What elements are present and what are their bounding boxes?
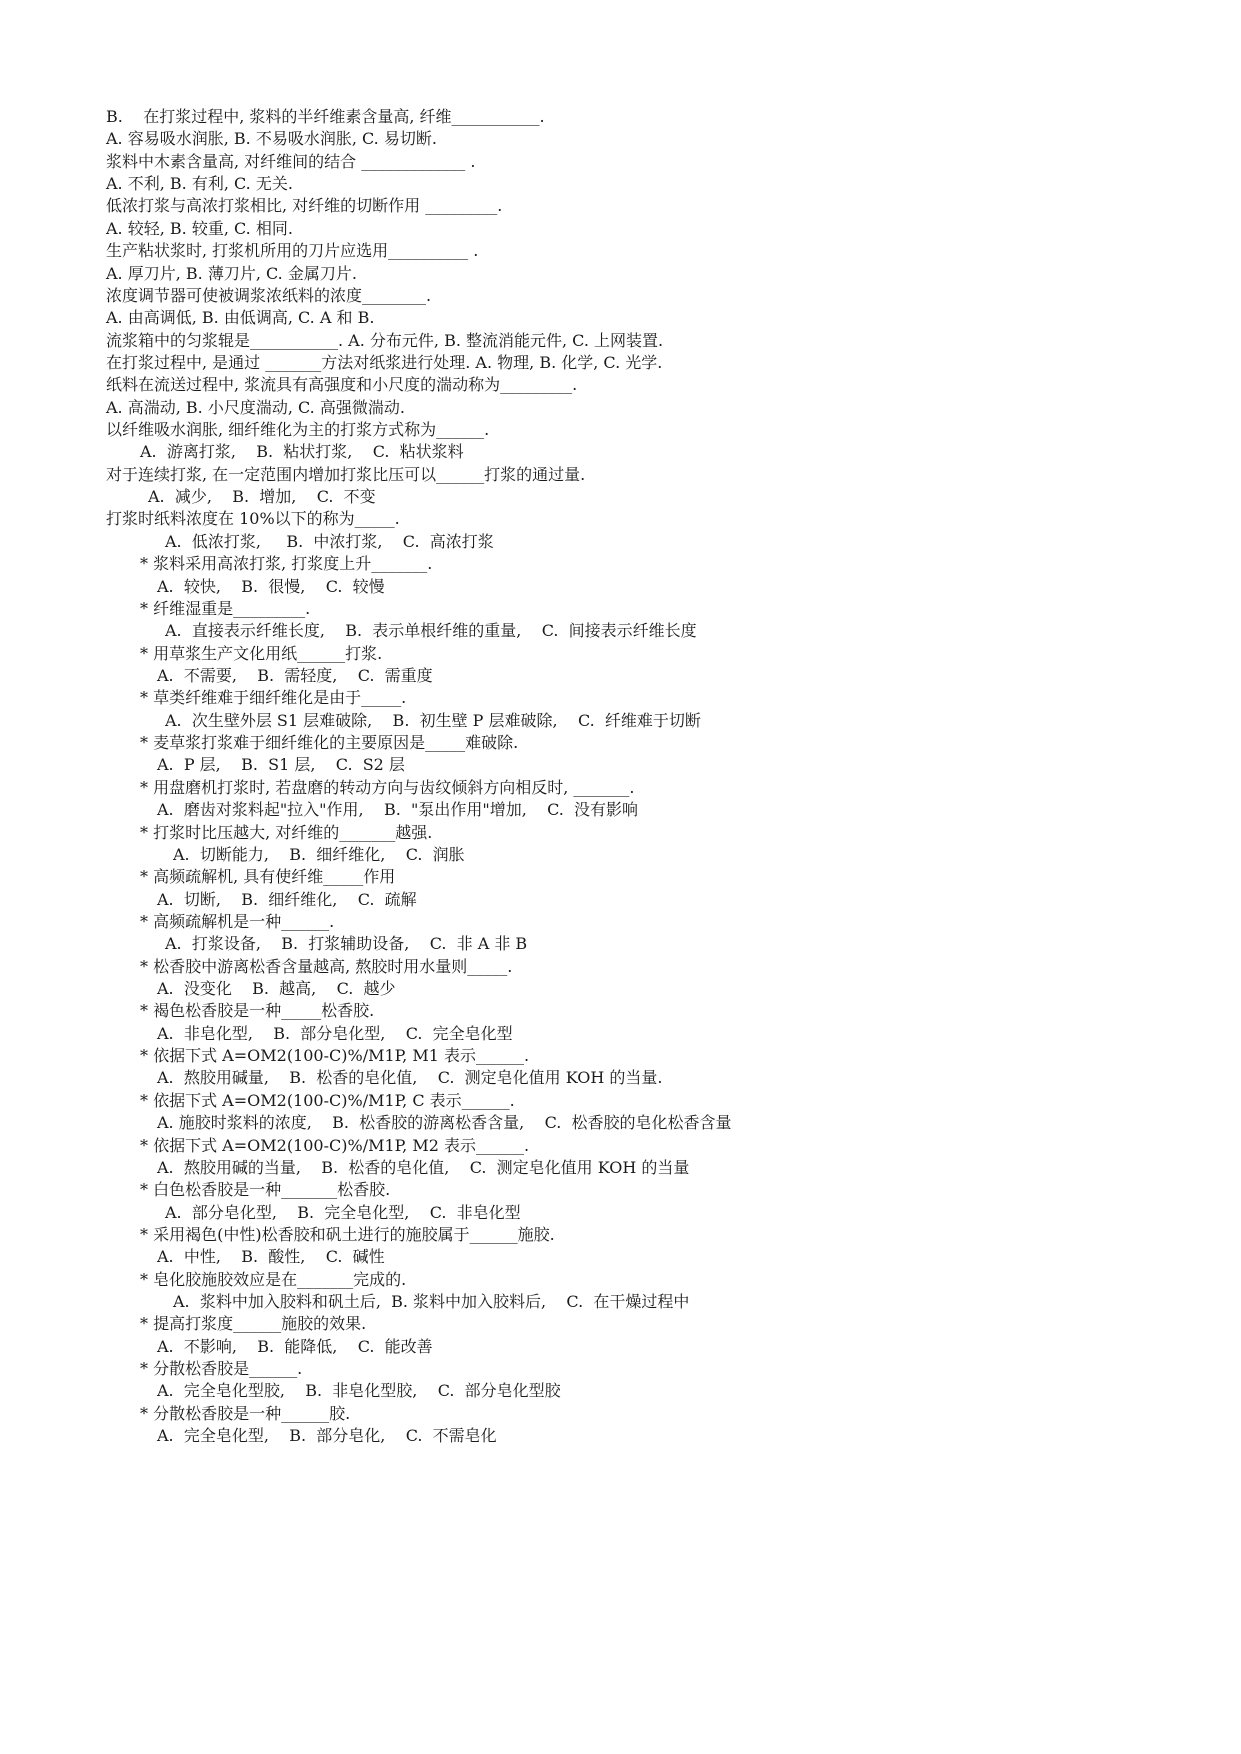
question-line: * 皂化胶施胶效应是在_______完成的.	[140, 1269, 407, 1289]
question-line: 低浓打浆与高浓打浆相比, 对纤维的切断作用 _________.	[106, 196, 503, 216]
question-line: 浆料中木素含量高, 对纤维间的结合 _____________ .	[106, 151, 476, 171]
question-line: 在打浆过程中, 是通过 _______方法对纸浆进行处理. A. 物理, B. 化学, C. 光学.	[106, 352, 663, 372]
question-line: * 用草浆生产文化用纸______打浆.	[140, 643, 383, 663]
question-line: * 依据下式 A=OM2(100-C)%/M1P, C 表示______.	[140, 1090, 515, 1110]
question-line: 浓度调节器可使被调浆浓纸料的浓度________.	[106, 285, 432, 305]
question-line: * 用盘磨机打浆时, 若盘磨的转动方向与齿纹倾斜方向相反时, _______.	[140, 777, 635, 797]
options-line: A. 施胶时浆料的浓度, B. 松香胶的游离松香含量, C. 松香胶的皂化松香含量	[157, 1113, 732, 1133]
options-line: A. 磨齿对浆料起"拉入"作用, B. "泵出作用"增加, C. 没有影响	[157, 800, 639, 820]
question-line: * 纤维湿重是_________.	[140, 598, 311, 618]
options-line: A. 熬胶用碱量, B. 松香的皂化值, C. 测定皂化值用 KOH 的当量.	[157, 1068, 663, 1088]
options-line: A. 部分皂化型, B. 完全皂化型, C. 非皂化型	[165, 1202, 521, 1222]
options-line: A. 低浓打浆, B. 中浓打浆, C. 高浓打浆	[165, 531, 494, 551]
question-line: * 高频疏解机是一种______.	[140, 911, 335, 931]
question-line: * 白色松香胶是一种_______松香胶.	[140, 1180, 391, 1200]
options-line: A. 减少, B. 增加, C. 不变	[148, 487, 376, 507]
question-line: * 草类纤维难于细纤维化是由于_____.	[140, 688, 407, 708]
options-line: A. 由高调低, B. 由低调高, C. A 和 B.	[106, 308, 375, 328]
question-line: 打浆时纸料浓度在 10%以下的称为_____.	[106, 509, 400, 529]
options-line: A. 中性, B. 酸性, C. 碱性	[157, 1247, 385, 1267]
question-line: 生产粘状浆时, 打浆机所用的刀片应选用__________ .	[106, 241, 479, 261]
options-line: A. 容易吸水润胀, B. 不易吸水润胀, C. 易切断.	[106, 129, 437, 149]
question-line: * 依据下式 A=OM2(100-C)%/M1P, M1 表示______.	[140, 1046, 530, 1066]
options-line: A. 不利, B. 有利, C. 无关.	[106, 174, 293, 194]
question-line: 以纤维吸水润胀, 细纤维化为主的打浆方式称为______.	[106, 420, 490, 440]
question-line: * 采用褐色(中性)松香胶和矾土进行的施胶属于______施胶.	[140, 1224, 555, 1244]
options-line: A. 非皂化型, B. 部分皂化型, C. 完全皂化型	[157, 1023, 513, 1043]
options-line: A. 厚刀片, B. 薄刀片, C. 金属刀片.	[106, 263, 357, 283]
question-line: * 分散松香胶是______.	[140, 1359, 303, 1379]
options-line: A. 高湍动, B. 小尺度湍动, C. 高强微湍动.	[106, 397, 405, 417]
options-line: A. 不需要, B. 需轻度, C. 需重度	[157, 665, 433, 685]
options-line: A. 游离打浆, B. 粘状打浆, C. 粘状浆料	[140, 442, 464, 462]
options-line: A. 切断, B. 细纤维化, C. 疏解	[157, 889, 417, 909]
options-line: A. 较轻, B. 较重, C. 相同.	[106, 218, 293, 238]
options-line: A. 完全皂化型胶, B. 非皂化型胶, C. 部分皂化型胶	[157, 1381, 561, 1401]
question-line: * 分散松香胶是一种______胶.	[140, 1403, 351, 1423]
options-line: A. 次生壁外层 S1 层难破除, B. 初生壁 P 层难破除, C. 纤维难于切断	[165, 710, 701, 730]
question-line: B. 在打浆过程中, 浆料的半纤维素含量高, 纤维___________.	[106, 107, 545, 126]
question-line: * 高频疏解机, 具有使纤维_____作用	[140, 867, 396, 887]
question-line: * 麦草浆打浆难于细纤维化的主要原因是_____难破除.	[140, 733, 519, 753]
question-line: * 褐色松香胶是一种_____松香胶.	[140, 1001, 375, 1021]
options-line: A. 不影响, B. 能降低, C. 能改善	[157, 1336, 433, 1356]
question-line: 纸料在流送过程中, 浆流具有高强度和小尺度的湍动称为_________.	[106, 375, 578, 395]
options-line: A. 浆料中加入胶料和矾土后, B. 浆料中加入胶料后, C. 在干燥过程中	[173, 1292, 690, 1312]
options-line: A. P 层, B. S1 层, C. S2 层	[157, 755, 405, 775]
options-line: A. 直接表示纤维长度, B. 表示单根纤维的重量, C. 间接表示纤维长度	[165, 621, 697, 641]
question-line: * 打浆时比压越大, 对纤维的_______越强.	[140, 822, 433, 842]
options-line: A. 没变化 B. 越高, C. 越少	[157, 979, 396, 999]
question-list	[0, 106, 1241, 1448]
question-line: * 松香胶中游离松香含量越高, 熬胶时用水量则_____.	[140, 956, 513, 976]
options-line: A. 较快, B. 很慢, C. 较慢	[157, 576, 385, 596]
question-line: * 依据下式 A=OM2(100-C)%/M1P, M2 表示______.	[140, 1135, 530, 1155]
options-line: A. 切断能力, B. 细纤维化, C. 润胀	[173, 844, 465, 864]
question-line: 流浆箱中的匀浆辊是___________. A. 分布元件, B. 整流消能元件, C. 上网装置.	[106, 330, 664, 350]
options-line: A. 熬胶用碱的当量, B. 松香的皂化值, C. 测定皂化值用 KOH 的当量	[157, 1157, 690, 1177]
question-line: * 浆料采用高浓打浆, 打浆度上升_______.	[140, 554, 433, 574]
options-line: A. 打浆设备, B. 打浆辅助设备, C. 非 A 非 B	[165, 934, 528, 954]
question-line: * 提高打浆度______施胶的效果.	[140, 1314, 367, 1334]
options-line: A. 完全皂化型, B. 部分皂化, C. 不需皂化	[157, 1426, 497, 1446]
question-line: 对于连续打浆, 在一定范围内增加打浆比压可以______打浆的通过量.	[106, 464, 586, 484]
